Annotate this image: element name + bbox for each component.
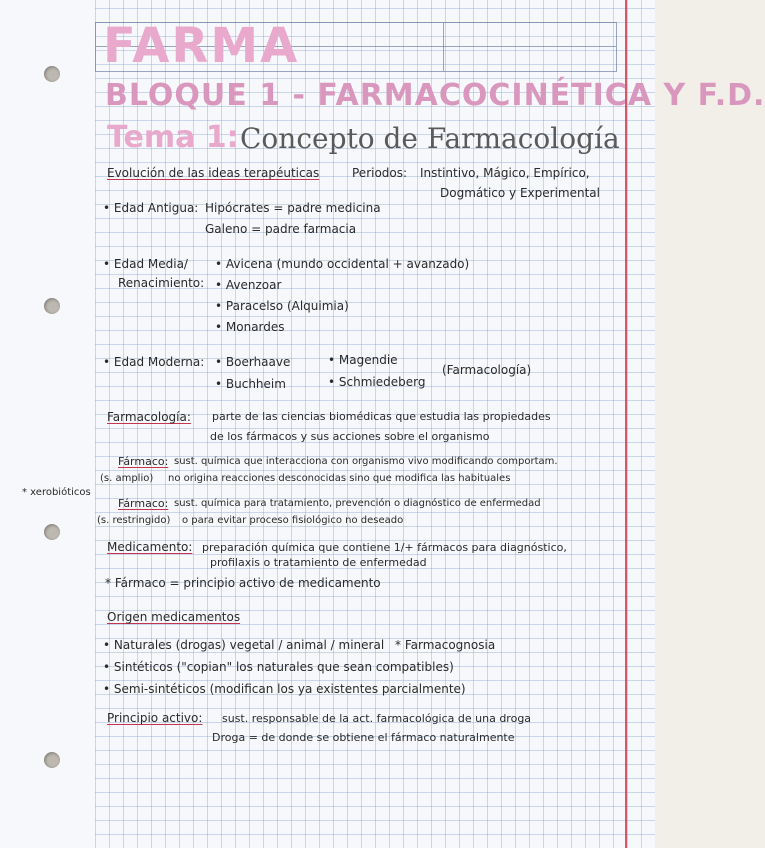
origen-heading: Origen medicamentos — [107, 610, 241, 624]
farmacologia-line1: parte de las ciencias biomédicas que estudia las propiedades — [212, 410, 551, 423]
side-note-xerobioticos: * xerobióticos — [22, 487, 91, 498]
farmaco-term: Fármaco: — [118, 497, 169, 510]
medicamento-term: Medicamento: — [107, 540, 193, 554]
periods-label: Periodos: — [352, 166, 408, 180]
red-margin-line — [625, 0, 627, 848]
list-item: • Paracelso (Alquimia) — [215, 299, 349, 313]
edad-antigua-line1: Hipócrates = padre medicina — [205, 201, 381, 215]
subject-title: FARMA — [103, 18, 300, 74]
edad-moderna-label: • Edad Moderna: — [103, 355, 205, 369]
farmacognosia-note: * Farmacognosia — [395, 638, 496, 652]
renacimiento-label: Renacimiento: — [118, 276, 205, 290]
medicamento-line2: profilaxis o tratamiento de enfermedad — [210, 556, 427, 569]
edad-antigua-label: • Edad Antigua: — [103, 201, 199, 215]
farmacologia-line2: de los fármacos y sus acciones sobre el organismo — [210, 430, 490, 443]
medicamento-line1: preparación química que contiene 1/+ fármacos para diagnóstico, — [202, 541, 567, 554]
farmaco-line2: no origina reacciones desconocidas sino que modifica las habituales — [168, 473, 511, 484]
list-item: • Naturales (drogas) vegetal / animal / mineral — [103, 638, 385, 652]
farmaco-line1: sust. química que interacciona con organismo vivo modificando comportam. — [174, 456, 558, 467]
left-margin — [0, 0, 95, 848]
principio-activo-line1: sust. responsable de la act. farmacológica de una droga — [222, 712, 532, 725]
farmacologia-term: Farmacología: — [107, 410, 191, 424]
binder-hole — [44, 66, 60, 82]
farmaco-qualifier: (s. amplio) — [100, 473, 154, 484]
list-item: • Sintéticos ("copian" los naturales que sean compatibles) — [103, 660, 454, 674]
edad-media-label: • Edad Media/ — [103, 257, 188, 271]
block-title: BLOQUE 1 - FARMACOCINÉTICA Y F.D. — [105, 78, 765, 113]
periods-line2: Dogmático y Experimental — [440, 186, 600, 200]
farmaco-principio-note: * Fármaco = principio activo de medicamento — [105, 576, 381, 590]
edad-antigua-line2: Galeno = padre farmacia — [205, 222, 357, 236]
list-item: • Monardes — [215, 320, 285, 334]
binder-hole — [44, 752, 60, 768]
intro-heading: Evolución de las ideas terapéuticas — [107, 166, 320, 180]
list-item: • Magendie — [328, 353, 398, 367]
principio-activo-line2: Droga = de donde se obtiene el fármaco naturalmente — [212, 731, 515, 744]
list-item: • Buchheim — [215, 377, 286, 391]
farmaco-term: Fármaco: — [118, 455, 169, 468]
list-item: • Boerhaave — [215, 355, 291, 369]
list-item: • Avenzoar — [215, 278, 282, 292]
list-item: • Schmiedeberg — [328, 375, 426, 389]
list-item: • Avicena (mundo occidental + avanzado) — [215, 257, 470, 271]
periods-line1: Instintivo, Mágico, Empírico, — [420, 166, 590, 180]
list-item: • Semi-sintéticos (modifican los ya existentes parcialmente) — [103, 682, 466, 696]
farmaco-r-line2: o para evitar proceso fisiológico no deseado — [182, 515, 404, 526]
farmaco-r-qualifier: (s. restringido) — [97, 515, 171, 526]
principio-activo-term: Principio activo: — [107, 711, 203, 725]
topic-title: Concepto de Farmacología — [240, 122, 620, 155]
farmaco-r-line1: sust. química para tratamiento, prevención o diagnóstico de enfermedad — [174, 498, 541, 509]
topic-label: Tema 1: — [107, 120, 239, 155]
binder-hole — [44, 298, 60, 314]
binder-hole — [44, 524, 60, 540]
farmacologia-note: (Farmacología) — [442, 363, 532, 377]
